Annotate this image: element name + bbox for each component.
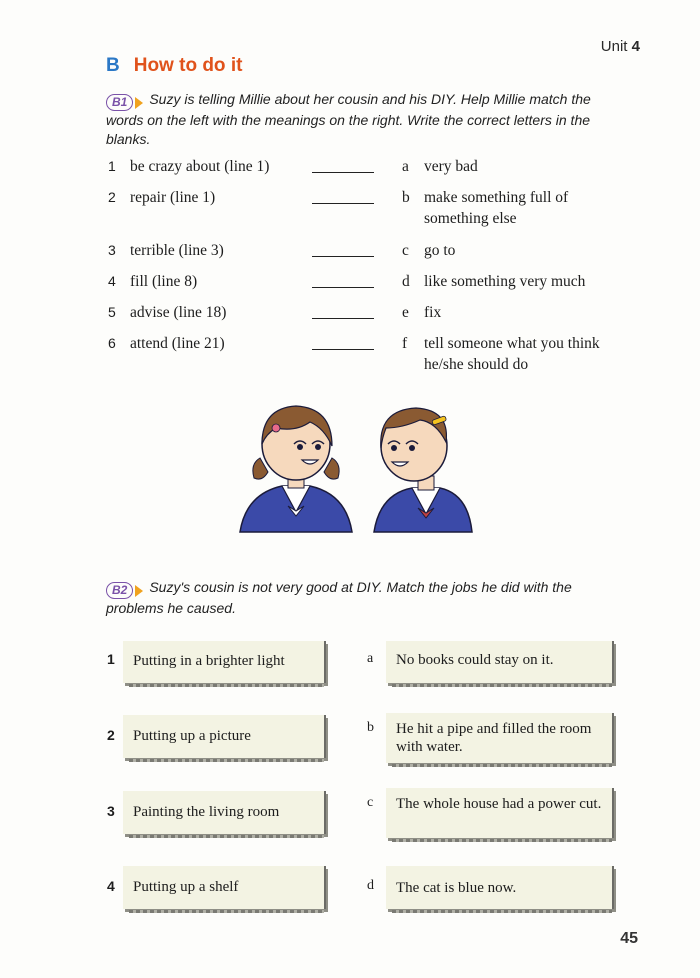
tag-arrow-icon: [135, 97, 143, 109]
meaning-letter: f: [402, 335, 408, 352]
meaning-letter: b: [402, 189, 410, 206]
word-number: 6: [108, 335, 116, 351]
meaning-text: make something full of something else: [424, 189, 569, 227]
job-text: Painting the living room: [133, 804, 280, 820]
word-number: 5: [108, 304, 116, 320]
problem-letter: d: [367, 878, 374, 893]
girl-figure: [240, 406, 352, 532]
job-number: 2: [107, 727, 115, 743]
section-title: How to do it: [133, 55, 243, 76]
meaning-text: fix: [424, 304, 442, 321]
problem-card[interactable]: [386, 788, 614, 838]
b1-tag: [106, 94, 143, 111]
problem-letter: b: [367, 720, 374, 735]
meaning-text: go to: [424, 242, 456, 259]
meaning-text: tell someone what you think he/she should do: [424, 335, 600, 373]
tag-arrow-icon: [135, 585, 143, 597]
job-number: 4: [107, 878, 115, 894]
b1-tag-label: B1: [106, 94, 133, 111]
problem-text: He hit a pipe and filled the room with water.: [396, 721, 592, 755]
b2-tag: [106, 582, 143, 599]
job-number: 3: [107, 803, 115, 819]
answer-blank[interactable]: [312, 318, 374, 319]
problem-card[interactable]: [386, 866, 614, 909]
problem-text: The whole house had a power cut.: [396, 796, 602, 812]
meaning-letter: e: [402, 304, 409, 321]
word-number: 4: [108, 273, 116, 289]
meaning-letter: c: [402, 242, 409, 259]
job-card[interactable]: [123, 641, 326, 683]
unit-number: 4: [631, 38, 640, 55]
job-text: Putting up a shelf: [133, 879, 239, 895]
problem-text: No books could stay on it.: [396, 652, 554, 668]
problem-letter: a: [367, 651, 374, 666]
word-number: 1: [108, 158, 116, 174]
b2-instruction: [106, 578, 616, 618]
job-card[interactable]: [123, 715, 326, 758]
answer-blank[interactable]: [312, 349, 374, 350]
job-text: Putting up a picture: [133, 728, 251, 744]
answer-blank[interactable]: [312, 172, 374, 173]
job-card[interactable]: [123, 866, 326, 909]
answer-blank[interactable]: [312, 287, 374, 288]
word-text: repair (line 1): [130, 189, 216, 206]
b2-instruction-text: Suzy's cousin is not very good at DIY. Match the jobs he did with the problems he caused.: [106, 579, 572, 616]
unit-label-text: Unit: [600, 38, 628, 55]
word-text: fill (line 8): [130, 273, 198, 290]
word-text: terrible (line 3): [130, 242, 224, 259]
b2-tag-label: B2: [106, 582, 133, 599]
problem-card[interactable]: [386, 713, 614, 763]
word-text: advise (line 18): [130, 304, 227, 321]
b1-instruction: [106, 90, 616, 149]
word-number: 3: [108, 242, 116, 258]
meaning-letter: a: [402, 158, 409, 175]
meaning-letter: d: [402, 273, 410, 290]
unit-label: [601, 38, 640, 55]
job-card[interactable]: [123, 791, 326, 834]
boy-figure: [374, 408, 472, 532]
b1-instruction-text: Suzy is telling Millie about her cousin and his DIY. Help Millie match the words on the left with the meanings on the right. Write the correct letters in the blanks.: [106, 91, 591, 147]
section-letter: B: [106, 55, 120, 76]
meaning-text: very bad: [424, 158, 478, 175]
problem-card[interactable]: [386, 641, 614, 683]
word-text: be crazy about (line 1): [130, 158, 270, 175]
answer-blank[interactable]: [312, 203, 374, 204]
answer-blank[interactable]: [312, 256, 374, 257]
meaning-text: like something very much: [424, 273, 586, 290]
two-students-illustration: [236, 398, 476, 538]
problem-text: The cat is blue now.: [396, 880, 517, 896]
word-number: 2: [108, 189, 116, 205]
job-number: 1: [107, 651, 115, 667]
section-heading: [106, 55, 242, 77]
word-text: attend (line 21): [130, 335, 225, 352]
job-text: Putting in a brighter light: [133, 653, 285, 669]
problem-letter: c: [367, 795, 374, 810]
page-number: 45: [620, 930, 638, 947]
